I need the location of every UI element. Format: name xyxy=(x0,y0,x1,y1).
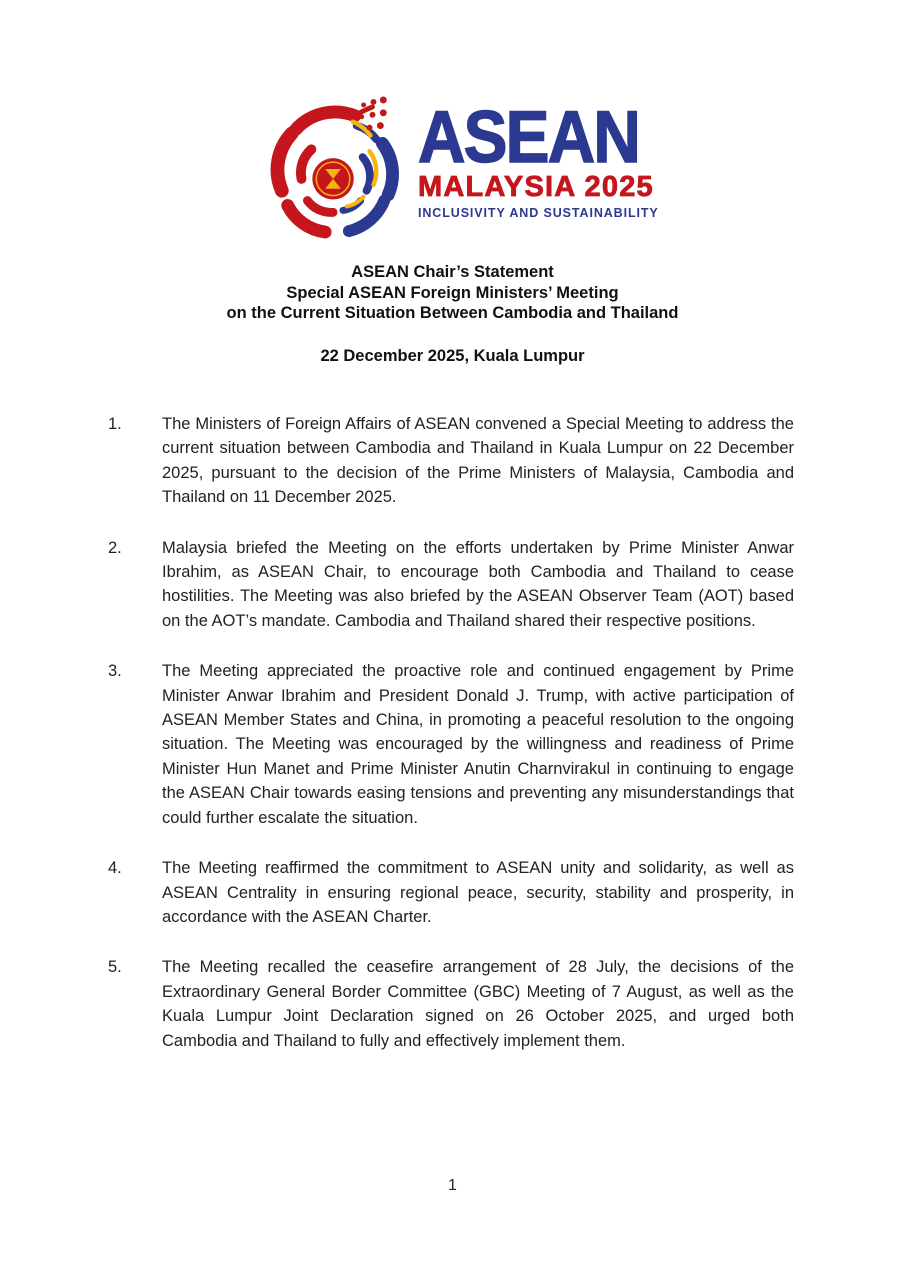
paragraph-list xyxy=(108,412,794,1079)
paragraph-number: 2. xyxy=(108,538,122,557)
paragraph-item xyxy=(108,536,794,634)
paragraph-item xyxy=(108,955,794,1053)
title-line-1: ASEAN Chair’s Statement xyxy=(351,263,554,281)
title-line-3: on the Current Situation Between Cambodia and Thailand xyxy=(226,304,679,322)
paragraph-item xyxy=(108,412,794,510)
paragraph-text: The Ministers of Foreign Affairs of ASEAN convened a Special Meeting to address the current situation between Cambodia and Thailand in Kuala Lumpur on 22 December 2025, pursuant to the decision of the Prime Ministers of Malaysia, Cambodia and Thailand on 11 December 2025. xyxy=(162,415,794,507)
page-number: 1 xyxy=(448,1177,457,1194)
paragraph-number: 3. xyxy=(108,662,122,681)
paragraph-text: The Meeting recalled the ceasefire arrangement of 28 July, the decisions of the Extraordinary General Border Committee (GBC) Meeting of 7 August, as well as the Kuala Lumpur Joint Declaration signed on 26 October 2025, and urged both Cambodia and Thailand to fully and effectively implement them. xyxy=(162,958,794,1050)
asean-malaysia-2025-logo xyxy=(268,92,664,245)
paragraph-number: 5. xyxy=(108,958,122,977)
logo-tagline-text: INCLUSIVITY AND SUSTAINABILITY xyxy=(418,206,659,220)
paragraph-item xyxy=(108,856,794,929)
paragraph-text: The Meeting reaffirmed the commitment to ASEAN unity and solidarity, as well as ASEAN Centrality in ensuring regional peace, security, stability and prosperity, in accordance with the ASEAN Charter. xyxy=(162,859,794,926)
paragraph-item xyxy=(108,659,794,830)
logo-malaysia-text: MALAYSIA 2025 xyxy=(418,171,654,203)
logo-wordmark xyxy=(418,92,664,221)
document-title xyxy=(0,262,905,324)
asean-emblem-icon xyxy=(312,158,353,199)
title-line-2: Special ASEAN Foreign Ministers’ Meeting xyxy=(286,283,619,302)
paragraph-number: 4. xyxy=(108,859,122,878)
asean-swirl-icon xyxy=(268,92,406,245)
paragraph-text: The Meeting appreciated the proactive role and continued engagement by Prime Minister Anwar Ibrahim and President Donald J. Trump, with active participation of ASEAN Member States and China, in promoting a peaceful resolution to the ongoing situation. The Meeting was encouraged by the willingness and readiness of Prime Minister Hun Manet and Prime Minister Anutin Charnvirakul in continuing to engage the ASEAN Chair towards easing tensions and preventing any misunderstandings that could further escalate the situation. xyxy=(162,662,794,827)
logo-asean-text: ASEAN xyxy=(418,97,639,178)
paragraph-text: Malaysia briefed the Meeting on the efforts undertaken by Prime Minister Anwar Ibrahim, as ASEAN Chair, to encourage both Cambodia and Thailand to cease hostilities. The Meeting was also briefed by the ASEAN Observer Team (AOT) based on the AOT’s mandate. Cambodia and Thailand shared their respective positions. xyxy=(162,538,794,630)
date-line: 22 December 2025, Kuala Lumpur xyxy=(320,347,585,365)
paragraph-number: 1. xyxy=(108,415,122,433)
